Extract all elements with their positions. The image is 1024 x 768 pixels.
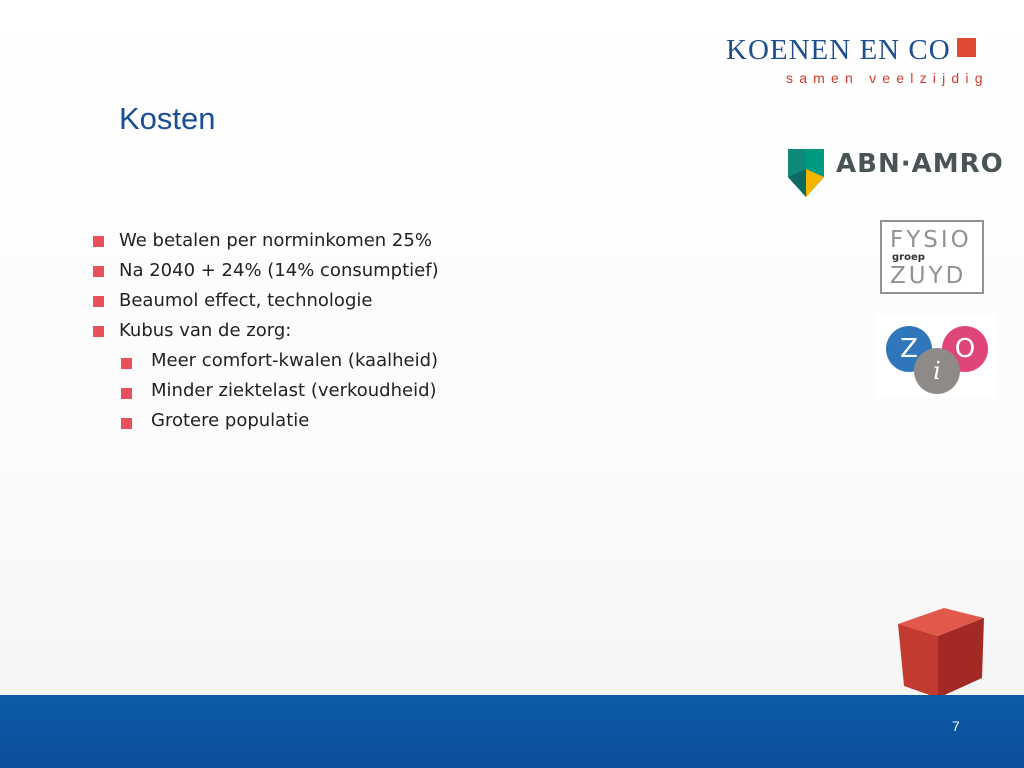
bullet-square-icon — [93, 266, 104, 277]
sub-list-item: Minder ziektelast (verkoudheid) — [92, 376, 439, 406]
zio-z-circle: Z — [886, 326, 932, 372]
bullet-square-icon — [121, 418, 132, 429]
brand-square-icon — [957, 38, 976, 57]
fysio-line3: ZUYD — [890, 263, 967, 289]
red-cube-icon — [894, 602, 988, 702]
brand-tagline: samen veelzijdig — [786, 70, 989, 86]
bullet-square-icon — [93, 296, 104, 307]
brand-name: KOENEN EN CO — [726, 34, 951, 66]
page-number: 7 — [952, 718, 960, 734]
bullet-list — [92, 226, 439, 436]
abn-shield-icon — [786, 147, 826, 199]
fysio-groep-zuyd-logo — [880, 220, 984, 294]
bullet-square-icon — [121, 358, 132, 369]
koenen-en-co-logo — [726, 34, 988, 86]
list-item: Kubus van de zorg: — [92, 316, 439, 346]
bullet-square-icon — [93, 236, 104, 247]
sub-list-item: Grotere populatie — [92, 406, 439, 436]
slide-title: Kosten — [119, 101, 216, 136]
sub-list-item: Meer comfort-kwalen (kaalheid) — [92, 346, 439, 376]
abn-amro-wordmark: ABN·AMRO — [836, 149, 1004, 179]
zio-o-circle: O — [942, 326, 988, 372]
list-item: Beaumol effect, technologie — [92, 286, 439, 316]
list-item: Na 2040 + 24% (14% consumptief) — [92, 256, 439, 286]
zio-i-circle: i — [914, 348, 960, 394]
fysio-line2: groep — [892, 252, 925, 263]
abn-amro-logo — [786, 147, 1004, 199]
bullet-square-icon — [121, 388, 132, 399]
bullet-square-icon — [93, 326, 104, 337]
zio-logo — [876, 314, 996, 398]
fysio-line1: FYSIO — [890, 227, 972, 253]
footer-bar — [0, 695, 1024, 768]
list-item: We betalen per norminkomen 25% — [92, 226, 439, 256]
